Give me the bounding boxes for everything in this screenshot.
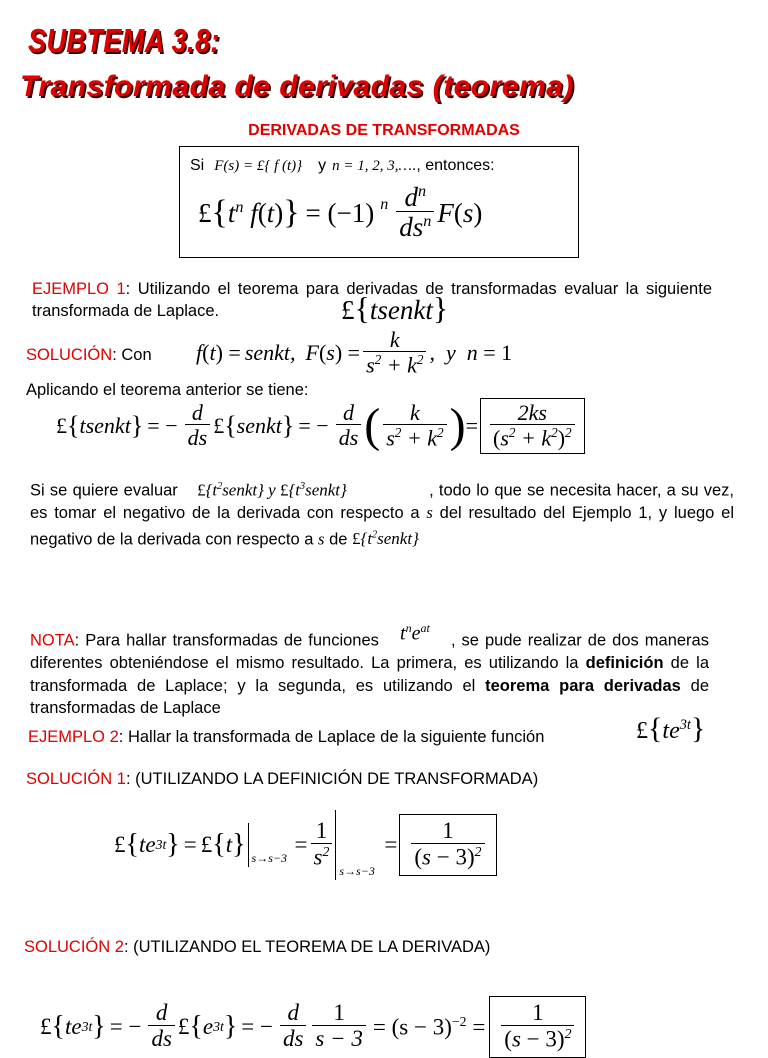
- subtopic-title: SUBTEMA 3.8:: [28, 22, 220, 59]
- solution1-result-box: $\frac{1}{(s - 3)^2}$: [399, 814, 496, 876]
- s-variable: s: [426, 503, 433, 523]
- then-label: ., entonces:: [411, 157, 495, 174]
- t2-senkt-formula: $£\{t^2senkt\}$: [352, 529, 419, 549]
- theorem-box: [179, 146, 579, 258]
- note-bold-definition: definición: [585, 654, 664, 673]
- note-text2: , se pude realizar de dos maneras diferentes obteniéndose el mismo resultado. La primera, es utilizando la: [30, 631, 709, 673]
- solution1-formula: £ { te 3t } = £ { t } s→s−3 = $\frac{1}{s^2}$ s→s−3 = $\frac{1}{(s - 3)^2}$: [114, 810, 497, 880]
- s-variable-2: s: [318, 529, 325, 549]
- solution2-text: : (UTILIZANDO EL TEOREMA DE LA DERIVADA): [123, 938, 491, 956]
- evaluate-formulas: $£\{t^2senkt\}$ y $£\{t^3senkt\}$: [197, 480, 347, 500]
- note-text1: : Para hallar transformadas de funciones: [74, 631, 379, 650]
- solution1-label: SOLUCIÓN 1: [26, 770, 126, 788]
- solution1-heading: [26, 768, 538, 790]
- note-label: NOTA: [30, 631, 75, 650]
- theorem-formula: £ { $t^n$ f ( t ) } = (−1) $^n$ $\frac{d^n}{ds^n}$ F ( s ): [198, 182, 483, 243]
- tn-eat-formula: $t^ne^{at}$: [400, 621, 430, 645]
- solution-formula: f ( t ) = senkt, F ( s ) = $\frac{k}{s^2 + k^2}$ , y n = 1: [196, 327, 513, 378]
- solution2-formula: £ { te 3t } = − $\frac{d}{ds}$ £ { e 3t } = − $\frac{d}{ds}$ $\frac{1}{s - 3}$ = $(s - 3)^{-2}$ = $\frac{1}{(s - 3)^2}$: [40, 996, 586, 1058]
- applying-text: Aplicando el teorema anterior se tiene:: [26, 381, 309, 399]
- evaluate-text: Si se quiere evaluar: [30, 481, 178, 500]
- solution2-heading: [24, 936, 490, 958]
- note-text4: de transformadas de Laplace: [30, 676, 710, 718]
- page-title: Transformada de derivadas (teorema): [20, 70, 574, 103]
- note-paragraph: [30, 617, 709, 720]
- example2-line: [28, 726, 544, 748]
- evaluate-rest: , todo lo que se necesita hacer, a su vez, es tomar el negativo de la derivada con respecto a: [30, 481, 734, 523]
- example1-label: EJEMPLO 1: [32, 280, 126, 298]
- note-bold-theorem: teorema para derivadas: [485, 676, 681, 695]
- example2-transform: $£\{te^{3t}\}$: [636, 712, 706, 745]
- applying-formula: £ { tsenkt } = − $\frac{d}{ds}$ £ { senkt } = − $\frac{d}{ds}$ ( $\frac{k}{s^2 + k^2}$ ) = $\frac{2ks}{(s^2 + k^2)^2}$: [56, 398, 585, 454]
- note-text3: de la transformada de Laplace; y la segunda, es utilizando el: [30, 654, 709, 695]
- example1-transform: £{tsenkt}: [341, 290, 449, 326]
- and-label: y: [318, 157, 327, 174]
- theorem-heading: DERIVADAS DE TRANSFORMADAS: [248, 122, 520, 139]
- example1-text: : Utilizando el teorema para derivadas de transformadas evaluar la siguiente transformada de Laplace.: [32, 280, 712, 320]
- de-label: de: [329, 530, 348, 549]
- solution-label: SOLUCIÓN: [26, 346, 113, 364]
- solution2-result-box: $\frac{1}{(s - 3)^2}$: [489, 996, 586, 1058]
- example1-result-box: $\frac{2ks}{(s^2 + k^2)^2}$: [480, 398, 585, 454]
- solution-line: [26, 344, 152, 366]
- si-label: Si: [190, 157, 205, 174]
- n-values: n = 1, 2, 3,…: [332, 157, 412, 174]
- theorem-condition: F(s) = £{ f (t)}: [214, 157, 303, 174]
- solution1-text: : (UTILIZANDO LA DEFINICIÓN DE TRANSFORMADA): [125, 770, 539, 788]
- evaluate-paragraph: [30, 476, 734, 551]
- solution-text: : Con: [112, 346, 152, 364]
- example2-label: EJEMPLO 2: [28, 728, 119, 746]
- evaluate-result-text: del resultado del Ejemplo 1, y luego el negativo de la derivada con respecto a: [30, 504, 735, 549]
- solution2-label: SOLUCIÓN 2: [24, 938, 124, 956]
- example2-text: : Hallar la transformada de Laplace de la siguiente función: [118, 728, 545, 746]
